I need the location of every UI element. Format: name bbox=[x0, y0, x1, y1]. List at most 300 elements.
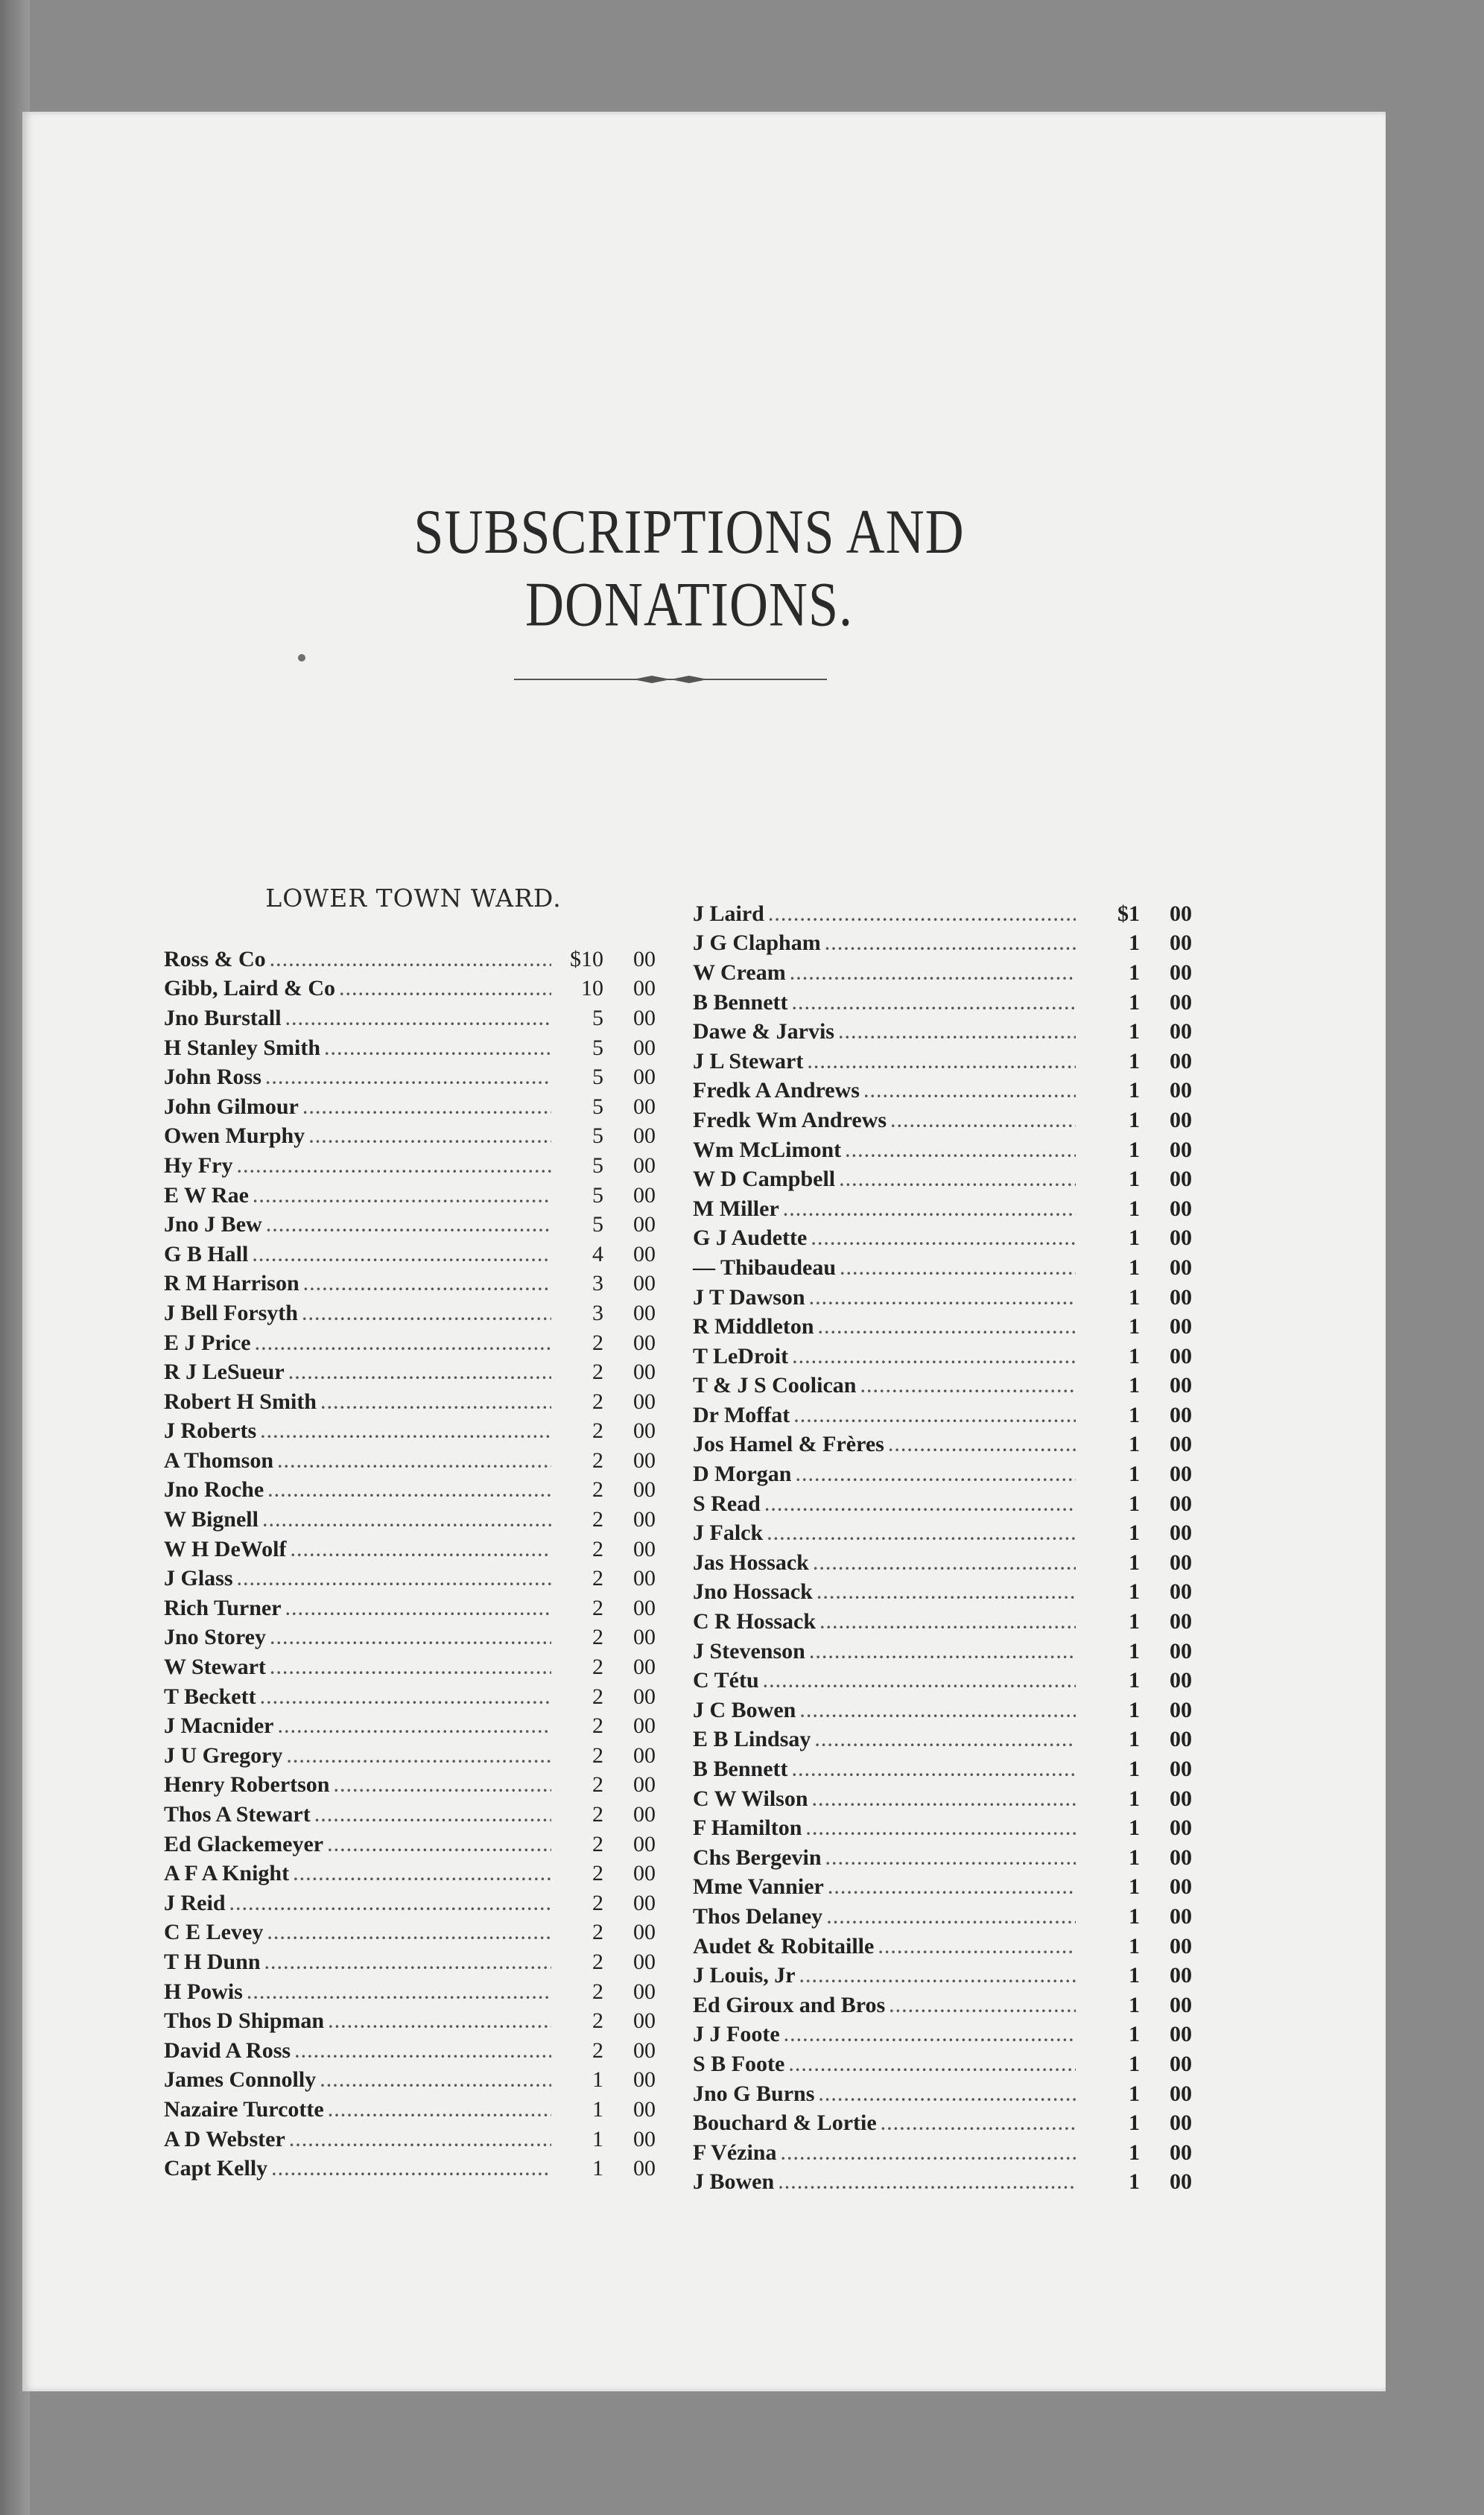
dot-leader bbox=[828, 1876, 1076, 1898]
amount-dollars: 1 bbox=[1129, 2081, 1140, 2106]
dot-leader bbox=[825, 932, 1076, 954]
amount-cents: 00 bbox=[1170, 1815, 1192, 1841]
subscriber-row bbox=[164, 1564, 656, 1593]
subscriber-name: B Bennett bbox=[693, 989, 788, 1015]
subscriber-name: F Hamilton bbox=[693, 1815, 802, 1841]
amount-dollars: 1 bbox=[1129, 1992, 1140, 2017]
amount-cents: 00 bbox=[633, 1005, 656, 1030]
amount-cents: 00 bbox=[633, 1507, 656, 1532]
amount-dollars: 1 bbox=[1129, 1167, 1140, 1192]
amount-cents: 00 bbox=[633, 1742, 656, 1768]
subscriber-name: G B Hall bbox=[164, 1241, 249, 1266]
amount-dollars: 2 bbox=[592, 1802, 603, 1827]
amount-cents: 00 bbox=[633, 1625, 656, 1650]
subscriber-name: Thos Delaney bbox=[693, 1903, 823, 1929]
amount-cents: 00 bbox=[633, 1241, 656, 1266]
dot-leader bbox=[295, 2040, 551, 2062]
amount-dollars: 1 bbox=[1129, 1903, 1140, 1929]
subscriber-name: Dawe & Jarvis bbox=[693, 1019, 834, 1044]
dot-leader bbox=[767, 1522, 1076, 1544]
dot-leader bbox=[272, 2157, 551, 2180]
amount-cents: 00 bbox=[1170, 1167, 1192, 1192]
dot-leader bbox=[237, 1155, 551, 1177]
amount-dollars: 2 bbox=[592, 1979, 603, 2004]
subscriber-name: J T Dawson bbox=[693, 1284, 805, 1310]
amount-cents: 00 bbox=[1170, 901, 1192, 926]
subscriber-row bbox=[164, 945, 656, 974]
subscriber-row bbox=[693, 1489, 1192, 1519]
amount-dollars: 2 bbox=[592, 1713, 603, 1739]
dot-leader bbox=[781, 2142, 1076, 2164]
subscriber-name: Jno J Bew bbox=[164, 1212, 262, 1237]
subscriber-name: H Stanley Smith bbox=[164, 1035, 321, 1060]
amount-cents: 00 bbox=[633, 1861, 656, 1886]
subscriber-name: J U Gregory bbox=[164, 1742, 283, 1768]
amount-cents: 00 bbox=[633, 1979, 656, 2004]
amount-dollars: 1 bbox=[1129, 2169, 1140, 2195]
subscriber-row bbox=[693, 2168, 1192, 2198]
amount-dollars: 1 bbox=[1129, 1078, 1140, 1103]
subscriber-name: J Stevenson bbox=[693, 1638, 805, 1664]
subscriber-row bbox=[164, 1476, 656, 1506]
subscriber-row bbox=[693, 1696, 1192, 1725]
amount-cents: 00 bbox=[633, 1772, 656, 1798]
amount-cents: 00 bbox=[1170, 1520, 1192, 1546]
dot-leader bbox=[321, 1391, 551, 1413]
subscriber-name: C W Wilson bbox=[693, 1786, 808, 1811]
subscriber-row bbox=[164, 1505, 656, 1535]
ornamental-rule bbox=[514, 672, 827, 687]
amount-cents: 00 bbox=[1170, 1225, 1192, 1251]
subscriber-row bbox=[164, 2006, 656, 2036]
amount-dollars: 2 bbox=[592, 1920, 603, 1945]
subscriber-name: Wm McLimont bbox=[693, 1137, 842, 1162]
dot-leader bbox=[881, 2112, 1076, 2134]
amount-dollars: 1 bbox=[1129, 1491, 1140, 1516]
dot-leader bbox=[315, 1804, 551, 1826]
amount-cents: 00 bbox=[633, 2008, 656, 2034]
amount-cents: 00 bbox=[1170, 2169, 1192, 2195]
dot-leader bbox=[329, 2010, 551, 2032]
subscriber-name: Owen Murphy bbox=[164, 1123, 305, 1149]
amount-cents: 00 bbox=[1170, 2110, 1192, 2136]
subscriber-name: W H DeWolf bbox=[164, 1536, 287, 1561]
subscriber-row bbox=[693, 1017, 1192, 1047]
amount-cents: 00 bbox=[1170, 1963, 1192, 1988]
subscriber-name: J Glass bbox=[164, 1566, 233, 1591]
amount-cents: 00 bbox=[633, 1566, 656, 1591]
amount-dollars: $10 bbox=[570, 946, 603, 971]
dot-leader bbox=[289, 1361, 551, 1383]
amount-cents: 00 bbox=[633, 1065, 656, 1090]
amount-cents: 00 bbox=[633, 1477, 656, 1503]
amount-dollars: 1 bbox=[1129, 1255, 1140, 1280]
subscriber-name: J J Foote bbox=[693, 2022, 780, 2047]
amount-dollars: 1 bbox=[1129, 1314, 1140, 1339]
dot-leader bbox=[864, 1079, 1076, 1102]
dot-leader bbox=[253, 1243, 551, 1266]
subscriber-row bbox=[164, 1535, 656, 1564]
dot-leader bbox=[811, 1227, 1076, 1249]
dot-leader bbox=[261, 1420, 551, 1442]
amount-dollars: 1 bbox=[1129, 1609, 1140, 1634]
amount-dollars: 1 bbox=[1129, 930, 1140, 956]
amount-dollars: 2 bbox=[592, 1418, 603, 1444]
subscriber-name: Hy Fry bbox=[164, 1152, 233, 1178]
amount-cents: 00 bbox=[1170, 1255, 1192, 1280]
dot-leader bbox=[253, 1184, 551, 1207]
dot-leader bbox=[267, 1214, 551, 1236]
amount-dollars: 1 bbox=[1129, 2051, 1140, 2076]
subscriber-name: J Falck bbox=[693, 1520, 764, 1546]
dot-leader bbox=[304, 1272, 551, 1295]
amount-dollars: 1 bbox=[1129, 1402, 1140, 1427]
subscriber-name: M Miller bbox=[693, 1196, 779, 1221]
subscriber-row bbox=[693, 1991, 1192, 2020]
subscriber-name: Fredk Wm Andrews bbox=[693, 1107, 887, 1132]
amount-dollars: 2 bbox=[592, 1890, 603, 1915]
subscriber-name: Rich Turner bbox=[164, 1595, 282, 1620]
amount-cents: 00 bbox=[633, 1360, 656, 1385]
amount-dollars: 1 bbox=[1129, 960, 1140, 985]
subscriber-name: James Connolly bbox=[164, 2067, 317, 2093]
subscriber-row bbox=[693, 1459, 1192, 1489]
amount-cents: 00 bbox=[1170, 2022, 1192, 2047]
subscriber-row bbox=[164, 2066, 656, 2096]
subscriber-name: J L Stewart bbox=[693, 1048, 804, 1073]
amount-dollars: 1 bbox=[1129, 1225, 1140, 1251]
amount-cents: 00 bbox=[633, 1094, 656, 1119]
amount-cents: 00 bbox=[1170, 1579, 1192, 1605]
amount-cents: 00 bbox=[633, 1418, 656, 1444]
subscriber-row bbox=[693, 958, 1192, 988]
amount-dollars: 3 bbox=[592, 1271, 603, 1296]
amount-dollars: 1 bbox=[1129, 1579, 1140, 1605]
subscriber-row bbox=[693, 1607, 1192, 1637]
dot-leader bbox=[860, 1374, 1076, 1397]
subscriber-name: Ed Glackemeyer bbox=[164, 1831, 324, 1856]
amount-cents: 00 bbox=[1170, 1903, 1192, 1929]
amount-cents: 00 bbox=[1170, 1697, 1192, 1722]
dot-leader bbox=[286, 1007, 551, 1030]
amount-dollars: 2 bbox=[592, 1772, 603, 1798]
subscriber-name: — Thibaudeau bbox=[693, 1255, 837, 1280]
dot-leader bbox=[270, 1626, 551, 1649]
dot-leader bbox=[815, 1728, 1076, 1751]
amount-cents: 00 bbox=[1170, 1284, 1192, 1310]
subscriber-row bbox=[164, 1830, 656, 1859]
dot-leader bbox=[808, 1050, 1076, 1073]
dot-leader bbox=[793, 1758, 1076, 1780]
dot-leader bbox=[230, 1892, 552, 1915]
subscriber-name: C R Hossack bbox=[693, 1609, 816, 1634]
left-column-list bbox=[164, 945, 656, 2183]
dot-leader bbox=[286, 1597, 551, 1620]
amount-dollars: 1 bbox=[1129, 1727, 1140, 1752]
subscriber-row bbox=[693, 2049, 1192, 2079]
subscriber-row bbox=[164, 1181, 656, 1211]
dot-leader bbox=[789, 2053, 1076, 2075]
subscriber-name: Ed Giroux and Bros bbox=[693, 1992, 886, 2017]
dot-leader bbox=[819, 1316, 1076, 1338]
subscriber-name: E J Price bbox=[164, 1330, 251, 1355]
subscriber-row bbox=[164, 1593, 656, 1623]
amount-cents: 00 bbox=[1170, 1992, 1192, 2017]
subscriber-row bbox=[693, 1902, 1192, 1932]
subscriber-name: John Ross bbox=[164, 1065, 261, 1090]
amount-dollars: 2 bbox=[592, 1625, 603, 1650]
subscriber-name: Jno Hossack bbox=[693, 1579, 813, 1605]
subscriber-name: W Bignell bbox=[164, 1507, 259, 1532]
amount-cents: 00 bbox=[1170, 1845, 1192, 1870]
amount-cents: 00 bbox=[1170, 989, 1192, 1015]
subscriber-row bbox=[693, 1164, 1192, 1194]
amount-dollars: 2 bbox=[592, 1360, 603, 1385]
amount-dollars: 2 bbox=[592, 1536, 603, 1561]
subscriber-row bbox=[693, 1843, 1192, 1873]
amount-dollars: 1 bbox=[1129, 1048, 1140, 1073]
dot-leader bbox=[765, 1493, 1076, 1515]
amount-dollars: 1 bbox=[1129, 1520, 1140, 1546]
subscriber-row bbox=[164, 1210, 656, 1240]
subscriber-row bbox=[164, 1003, 656, 1033]
amount-cents: 00 bbox=[1170, 1727, 1192, 1752]
subscriber-name: Bouchard & Lortie bbox=[693, 2110, 877, 2136]
amount-dollars: 3 bbox=[592, 1300, 603, 1325]
subscriber-row bbox=[164, 1682, 656, 1712]
dot-leader bbox=[779, 2171, 1076, 2193]
subscriber-row bbox=[164, 1092, 656, 1122]
subscriber-row bbox=[693, 929, 1192, 959]
dot-leader bbox=[328, 1833, 551, 1856]
dot-leader bbox=[329, 2099, 551, 2121]
dot-leader bbox=[793, 1345, 1076, 1368]
subscriber-name: A F A Knight bbox=[164, 1861, 290, 1886]
subscriber-row bbox=[693, 1106, 1192, 1135]
amount-dollars: 2 bbox=[592, 1389, 603, 1414]
subscriber-row bbox=[693, 1076, 1192, 1106]
subscriber-row bbox=[164, 2154, 656, 2183]
subscriber-row bbox=[164, 1652, 656, 1682]
dot-leader bbox=[309, 1125, 551, 1147]
subscriber-name: J Bowen bbox=[693, 2169, 775, 2195]
amount-dollars: 1 bbox=[1129, 1462, 1140, 1487]
subscriber-row bbox=[164, 1328, 656, 1358]
amount-cents: 00 bbox=[633, 1035, 656, 1060]
amount-dollars: 2 bbox=[592, 1330, 603, 1355]
amount-dollars: 1 bbox=[1129, 1107, 1140, 1132]
amount-dollars: 1 bbox=[1129, 1196, 1140, 1221]
subscriber-row bbox=[164, 1446, 656, 1476]
amount-cents: 00 bbox=[1170, 1757, 1192, 1782]
amount-dollars: 1 bbox=[1129, 1933, 1140, 1959]
subscriber-name: Ross & Co bbox=[164, 946, 266, 971]
amount-dollars: 5 bbox=[592, 1094, 603, 1119]
subscriber-row bbox=[164, 1888, 656, 1918]
amount-dollars: 2 bbox=[592, 1655, 603, 1680]
dot-leader bbox=[820, 1611, 1076, 1633]
amount-cents: 00 bbox=[633, 946, 656, 971]
amount-dollars: 1 bbox=[1129, 1284, 1140, 1310]
dot-leader bbox=[819, 2083, 1076, 2105]
subscriber-name: Jno Storey bbox=[164, 1625, 266, 1650]
subscriber-row bbox=[693, 1873, 1192, 1903]
subscriber-name: Nazaire Turcotte bbox=[164, 2096, 324, 2122]
subscriber-name: T LeDroit bbox=[693, 1343, 789, 1368]
amount-dollars: 2 bbox=[592, 1949, 603, 1974]
amount-dollars: 1 bbox=[592, 2067, 603, 2093]
amount-dollars: 1 bbox=[1129, 1874, 1140, 1900]
dot-leader bbox=[840, 1257, 1076, 1279]
subscriber-row bbox=[693, 988, 1192, 1018]
dot-leader bbox=[302, 1302, 551, 1325]
amount-cents: 00 bbox=[1170, 2081, 1192, 2106]
amount-cents: 00 bbox=[633, 2156, 656, 2181]
subscriber-row bbox=[693, 1430, 1192, 1460]
amount-dollars: $1 bbox=[1117, 901, 1140, 926]
amount-dollars: 1 bbox=[1129, 1638, 1140, 1664]
amount-dollars: 1 bbox=[592, 2096, 603, 2122]
amount-cents: 00 bbox=[1170, 1609, 1192, 1634]
subscriber-name: John Gilmour bbox=[164, 1094, 299, 1119]
amount-cents: 00 bbox=[1170, 1491, 1192, 1516]
subscriber-row bbox=[693, 2138, 1192, 2168]
dot-leader bbox=[247, 1981, 551, 2003]
subscriber-name: J Macnider bbox=[164, 1713, 274, 1739]
subscriber-row bbox=[164, 1711, 656, 1741]
dot-leader bbox=[325, 1037, 551, 1059]
subscriber-row bbox=[164, 2095, 656, 2125]
subscriber-row bbox=[693, 2079, 1192, 2109]
amount-dollars: 1 bbox=[592, 2156, 603, 2181]
subscriber-row bbox=[693, 1401, 1192, 1430]
subscriber-name: W Cream bbox=[693, 960, 786, 985]
amount-dollars: 1 bbox=[1129, 1815, 1140, 1841]
amount-dollars: 1 bbox=[1129, 1019, 1140, 1044]
subscriber-row bbox=[164, 1033, 656, 1063]
amount-dollars: 1 bbox=[1129, 1963, 1140, 1988]
subscriber-row bbox=[693, 1371, 1192, 1401]
subscriber-name: Audet & Robitaille bbox=[693, 1933, 875, 1959]
amount-dollars: 1 bbox=[592, 2126, 603, 2151]
dot-leader bbox=[846, 1139, 1076, 1161]
subscriber-name: J G Clapham bbox=[693, 930, 821, 956]
subscriber-row bbox=[693, 1637, 1192, 1666]
amount-dollars: 2 bbox=[592, 1566, 603, 1591]
subscriber-name: E W Rae bbox=[164, 1182, 249, 1208]
amount-cents: 00 bbox=[1170, 1078, 1192, 1103]
amount-cents: 00 bbox=[1170, 1343, 1192, 1368]
amount-dollars: 5 bbox=[592, 1152, 603, 1178]
right-column-list bbox=[693, 899, 1192, 2197]
subscriber-name: Jas Hossack bbox=[693, 1550, 809, 1575]
subscriber-name: A Thomson bbox=[164, 1447, 274, 1473]
amount-cents: 00 bbox=[633, 1389, 656, 1414]
amount-dollars: 1 bbox=[1129, 1668, 1140, 1693]
amount-cents: 00 bbox=[1170, 1933, 1192, 1959]
subscriber-name: Mme Vannier bbox=[693, 1874, 824, 1900]
amount-dollars: 1 bbox=[1129, 1845, 1140, 1870]
amount-cents: 00 bbox=[1170, 1432, 1192, 1457]
amount-cents: 00 bbox=[1170, 1314, 1192, 1339]
amount-cents: 00 bbox=[1170, 1462, 1192, 1487]
subscriber-name: W Stewart bbox=[164, 1655, 266, 1680]
amount-dollars: 1 bbox=[1129, 1137, 1140, 1162]
amount-dollars: 2 bbox=[592, 1831, 603, 1856]
subscriber-row bbox=[164, 2036, 656, 2066]
amount-cents: 00 bbox=[633, 1684, 656, 1709]
amount-cents: 00 bbox=[633, 1152, 656, 1178]
dot-leader bbox=[839, 1021, 1076, 1043]
subscriber-name: Robert H Smith bbox=[164, 1389, 317, 1414]
amount-cents: 00 bbox=[1170, 1373, 1192, 1398]
amount-cents: 00 bbox=[1170, 930, 1192, 956]
dot-leader bbox=[263, 1509, 551, 1531]
amount-dollars: 5 bbox=[592, 1123, 603, 1149]
dot-leader bbox=[334, 1774, 551, 1796]
document-page bbox=[22, 112, 1386, 2391]
amount-cents: 00 bbox=[633, 1271, 656, 1296]
amount-cents: 00 bbox=[633, 1447, 656, 1473]
subscriber-name: T Beckett bbox=[164, 1684, 256, 1709]
subscriber-row bbox=[693, 1342, 1192, 1371]
dot-leader bbox=[878, 1935, 1076, 1958]
dot-leader bbox=[278, 1715, 551, 1737]
amount-cents: 00 bbox=[1170, 1874, 1192, 1900]
subscriber-name: J Laird bbox=[693, 901, 764, 926]
amount-cents: 00 bbox=[1170, 1786, 1192, 1811]
amount-cents: 00 bbox=[633, 1713, 656, 1739]
subscriber-name: Jno Burstall bbox=[164, 1005, 282, 1030]
dot-leader bbox=[320, 2069, 551, 2091]
subscriber-name: T & J S Coolican bbox=[693, 1373, 857, 1398]
dot-leader bbox=[265, 1951, 551, 1973]
amount-dollars: 1 bbox=[1129, 2110, 1140, 2136]
subscriber-row bbox=[693, 1312, 1192, 1342]
amount-dollars: 5 bbox=[592, 1065, 603, 1090]
amount-cents: 00 bbox=[633, 1300, 656, 1325]
dot-leader bbox=[294, 1862, 551, 1885]
subscriber-name: R J LeSueur bbox=[164, 1360, 285, 1385]
dot-leader bbox=[790, 962, 1076, 984]
subscriber-name: Henry Robertson bbox=[164, 1772, 330, 1798]
subscriber-name: E B Lindsay bbox=[693, 1727, 811, 1752]
subscriber-name: David A Ross bbox=[164, 2037, 291, 2063]
speck-dot bbox=[298, 654, 305, 662]
dot-leader bbox=[840, 1168, 1076, 1190]
subscriber-row bbox=[164, 1122, 656, 1152]
amount-dollars: 1 bbox=[1129, 1550, 1140, 1575]
dot-leader bbox=[810, 1640, 1076, 1663]
subscriber-row bbox=[693, 1194, 1192, 1224]
amount-dollars: 1 bbox=[1129, 1757, 1140, 1782]
subscriber-name: Fredk A Andrews bbox=[693, 1078, 860, 1103]
amount-dollars: 1 bbox=[1129, 989, 1140, 1015]
subscriber-row bbox=[693, 1961, 1192, 1991]
amount-cents: 00 bbox=[633, 1595, 656, 1620]
subscriber-row bbox=[164, 1240, 656, 1269]
dot-leader bbox=[793, 992, 1076, 1014]
dot-leader bbox=[826, 1847, 1076, 1869]
amount-cents: 00 bbox=[633, 1802, 656, 1827]
subscriber-name: J Bell Forsyth bbox=[164, 1300, 298, 1325]
amount-dollars: 2 bbox=[592, 2008, 603, 2034]
subscriber-row bbox=[693, 1283, 1192, 1313]
dot-leader bbox=[796, 1463, 1076, 1485]
subscriber-row bbox=[693, 1784, 1192, 1814]
amount-dollars: 2 bbox=[592, 2037, 603, 2063]
dot-leader bbox=[270, 948, 551, 971]
